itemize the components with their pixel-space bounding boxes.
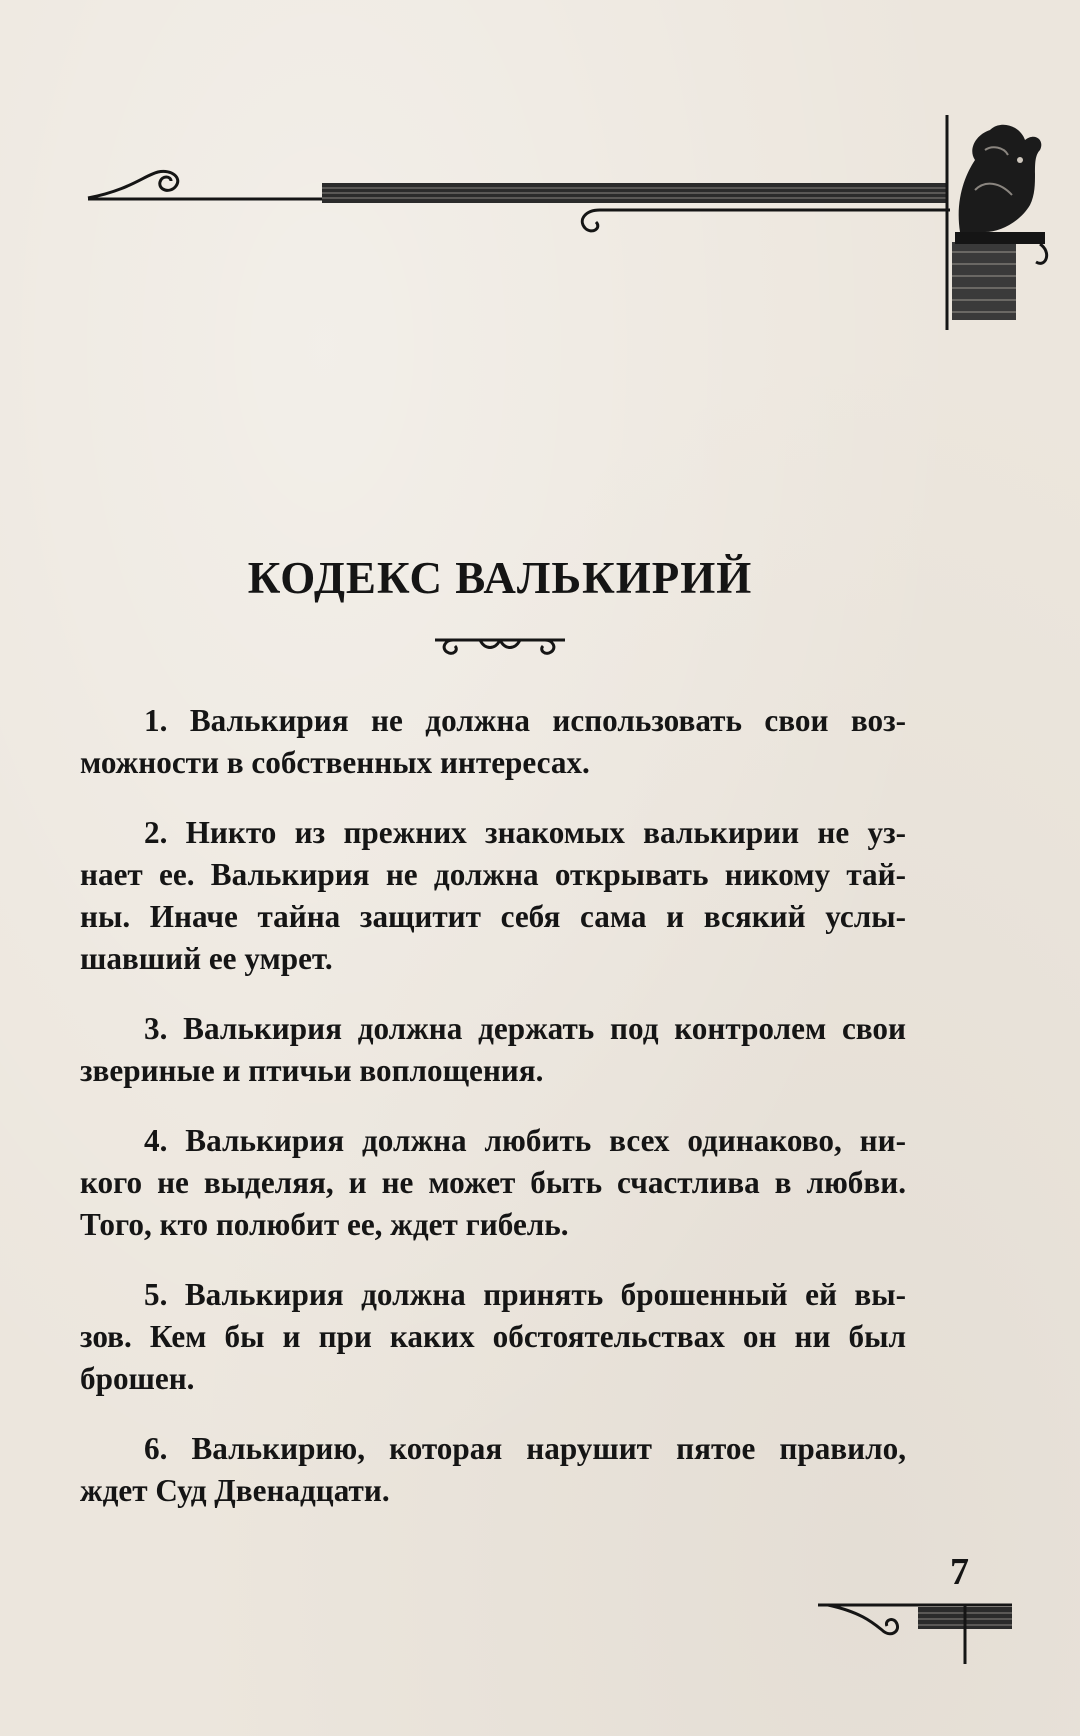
scroll-swirl-left-icon — [88, 171, 325, 199]
rule-line: кого не выделяя, и не может быть счастлива в любви. — [80, 1165, 906, 1200]
rule-line: 2. Никто из прежних знакомых валькирии не уз- — [144, 815, 906, 850]
rule-item — [80, 812, 906, 980]
rule-line: 5. Валькирия должна принять брошенный ей вы- — [144, 1277, 906, 1312]
page-number: 7 — [950, 1551, 969, 1593]
rule-item — [80, 1274, 906, 1400]
rule-line: Того, кто полюбит ее, ждет гибель. — [80, 1207, 569, 1242]
rule-line: 1. Валькирия не должна использовать свои воз- — [144, 703, 906, 738]
rule-line: шавший ее умрет. — [80, 941, 333, 976]
title-swash-icon — [425, 632, 575, 658]
rule-line: 6. Валькирию, которая нарушит пятое правило, — [144, 1431, 906, 1466]
scroll-ornament-icon — [818, 1605, 1012, 1664]
rule-line: зов. Кем бы и при каких обстоятельствах он ни был — [80, 1319, 906, 1354]
rule-item — [80, 700, 906, 784]
rule-item — [80, 1120, 906, 1246]
rule-line: 3. Валькирия должна держать под контролем свои — [144, 1011, 906, 1046]
rule-item — [80, 1008, 906, 1092]
header-ornament — [0, 0, 1080, 340]
rule-line: ждет Суд Двенадцати. — [80, 1473, 390, 1508]
page-title: КОДЕКС ВАЛЬКИРИЙ — [247, 553, 753, 603]
gargoyle-icon — [952, 125, 1047, 320]
rule-item — [80, 1428, 906, 1512]
rules-list — [80, 700, 906, 1540]
rule-line: брошен. — [80, 1361, 195, 1396]
rule-line: 4. Валькирия должна любить всех одинаково, ни- — [144, 1123, 906, 1158]
rule-line: можности в собственных интересах. — [80, 745, 590, 780]
scroll-swirl-under-bar-icon — [582, 210, 950, 231]
rule-line: ны. Иначе тайна защитит себя сама и всякий услы- — [80, 899, 906, 934]
rule-line: нает ее. Валькирия не должна открывать никому тай- — [80, 857, 906, 892]
rule-line: звериные и птичьи воплощения. — [80, 1053, 544, 1088]
